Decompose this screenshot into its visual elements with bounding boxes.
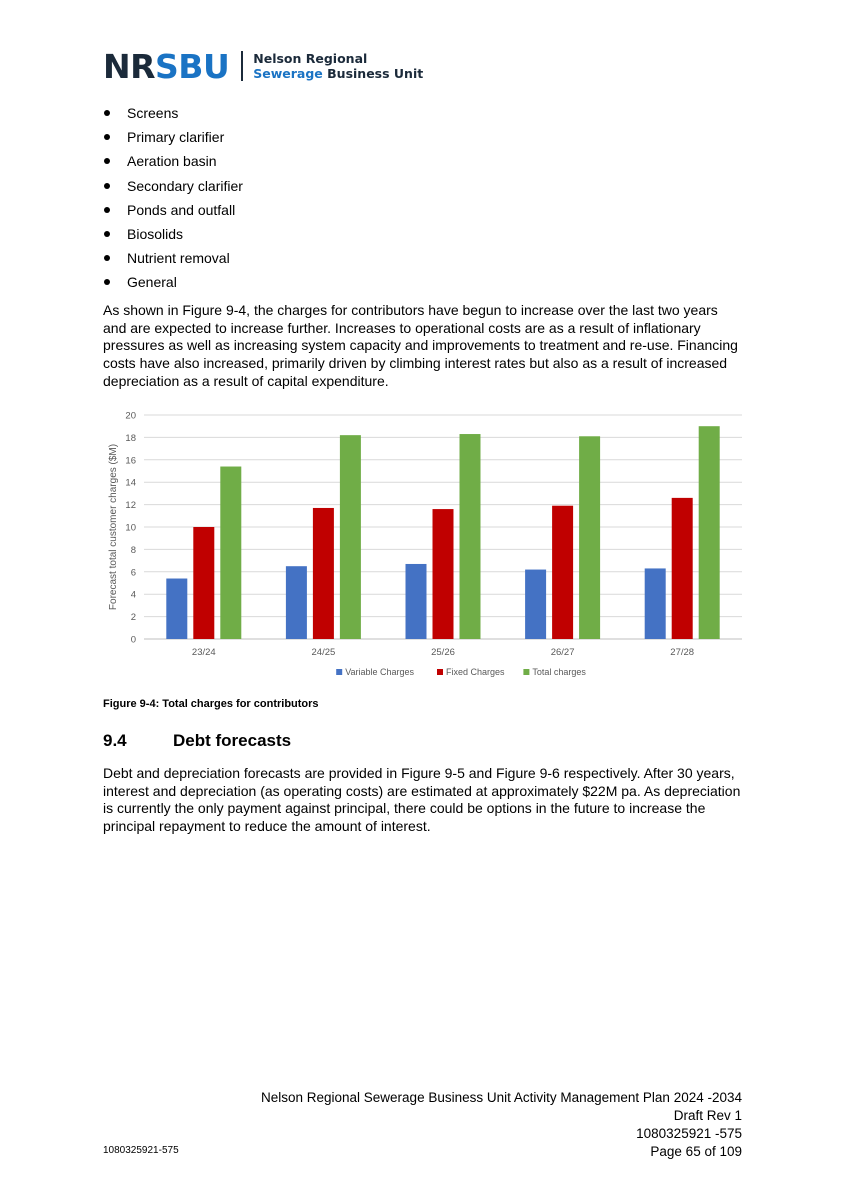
y-tick-label: 18 [125,432,136,444]
y-tick-label: 20 [125,410,136,422]
legend-swatch [523,669,529,675]
figure-caption: Figure 9-4: Total charges for contributors [103,698,319,710]
legend-label: Total charges [532,667,586,677]
y-tick-label: 8 [130,544,136,556]
bar-variable-charges [645,568,666,639]
section-heading [103,731,291,751]
list-item: Secondary clarifier [103,174,243,198]
y-tick-label: 10 [125,522,136,534]
x-tick-label: 25/26 [431,647,455,658]
legend-label: Variable Charges [345,667,415,677]
logo-text: Nelson Regional Sewerage Business Unit [253,51,424,81]
y-tick-label: 4 [130,589,136,601]
list-item: General [103,270,243,294]
bullet-icon [104,183,110,189]
bar-total-charges [340,435,361,639]
legend-swatch [336,669,342,675]
footer-title: Nelson Regional Sewerage Business Unit Activity Management Plan 2024 -2034 [260,1090,742,1105]
y-tick-label: 16 [125,455,136,467]
list-item: Biosolids [103,222,243,246]
bar-variable-charges [286,566,307,639]
logo-mark: NRSBU [103,46,230,86]
body-paragraph: As shown in Figure 9-4, the charges for contributors have begun to increase over the last two years and are expected to increase further. Increases to operational costs are as a result of inflationary pressures as well as increasing system capacity and improvements to treatment and re-use. Financing costs have also increased, primarily driven by climbing interest rates but also as a result of increased depreciation as a result of capital expenditure. [103,302,738,389]
bar-fixed-charges [672,498,693,639]
bar-fixed-charges [552,506,573,639]
x-tick-label: 24/25 [311,647,336,658]
bullet-icon [104,134,110,140]
y-tick-label: 2 [130,612,136,624]
list-item: Screens [103,101,243,125]
y-tick-label: 0 [130,634,136,646]
bullet-icon [104,110,110,116]
x-tick-label: 26/27 [550,647,575,658]
section-number: 9.4 [103,731,127,750]
page-footer [261,1089,742,1161]
y-tick-label: 14 [125,477,136,489]
bullet-icon [104,231,110,237]
bullet-icon [104,207,110,213]
bar-total-charges [699,426,720,639]
bar-total-charges [460,434,481,639]
bullet-icon [104,158,110,164]
section-title: Debt forecasts [173,731,292,750]
bar-variable-charges [166,579,187,639]
body-paragraph: Debt and depreciation forecasts are provided in Figure 9-5 and Figure 9-6 respectively. After 30 years, interest and depreciation (as operating costs) are estimated at approximately $22M pa. As depreciation is currently the only payment against principal, there could be options in the future to increase the principal repayment to reduce the amount of interest. [103,765,741,835]
footer-ref: 1080325921 -575 [636,1126,742,1141]
list-item: Primary clarifier [103,125,243,149]
charges-bar-chart [100,404,750,690]
legend-swatch [437,669,443,675]
bar-total-charges [579,436,600,639]
list-item: Nutrient removal [103,246,243,270]
bar-variable-charges [406,564,427,639]
page-number: Page 65 of 109 [650,1144,742,1159]
bar-variable-charges [525,570,546,639]
bar-fixed-charges [433,509,454,639]
y-tick-label: 12 [125,500,136,512]
y-axis-label: Forecast total customer charges ($M) [108,443,119,611]
nrsbu-logo [103,46,423,86]
list-item: Ponds and outfall [103,198,243,222]
bar-fixed-charges [193,527,214,639]
x-tick-label: 23/24 [191,647,216,658]
logo-divider [241,51,243,81]
bar-total-charges [220,467,241,639]
x-tick-label: 27/28 [670,647,695,658]
footer-revision: Draft Rev 1 [673,1108,742,1123]
y-tick-label: 6 [130,567,136,579]
process-list [103,101,243,295]
bullet-icon [104,279,110,285]
bullet-icon [104,255,110,261]
list-item: Aeration basin [103,149,243,173]
document-id: 1080325921-575 [103,1145,179,1156]
legend-label: Fixed Charges [446,667,505,677]
bar-fixed-charges [313,508,334,639]
